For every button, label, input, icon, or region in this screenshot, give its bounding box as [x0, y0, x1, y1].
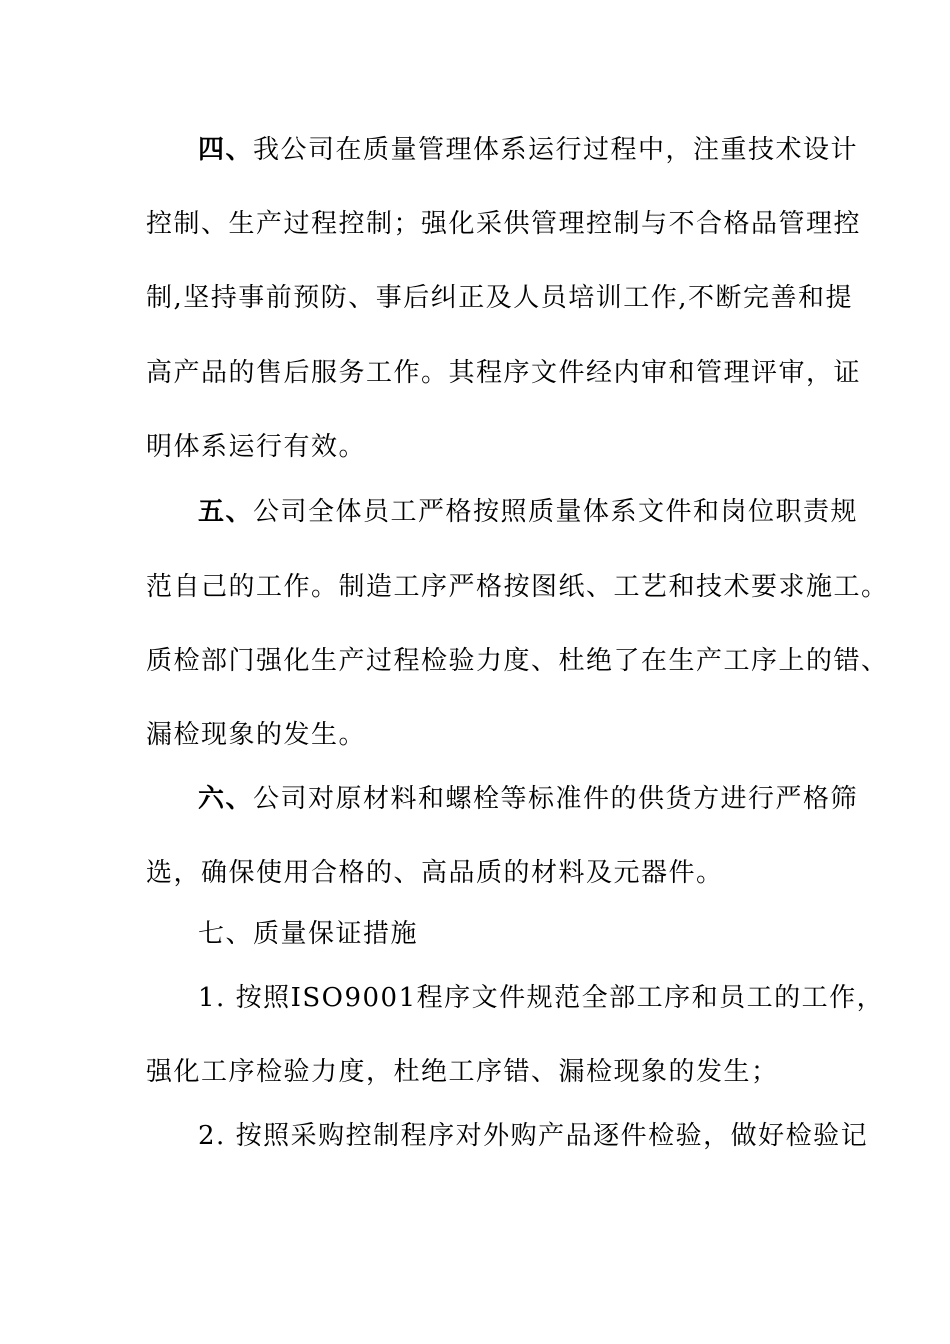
section-7-item-1-line-2: 强化工序检验力度，杜绝工序错、漏检现象的发生； [146, 1057, 779, 1087]
section-7-item-1-line-1: 1. 按照ISO9001程序文件规范全部工序和员工的工作， [198, 983, 885, 1013]
section-6-heading: 六、 [198, 784, 254, 814]
section-4-heading: 四、 [198, 135, 254, 165]
section-5-line-4: 漏检现象的发生。 [146, 720, 367, 750]
section-6-line-2: 选，确保使用合格的、高品质的材料及元器件。 [146, 858, 724, 888]
section-6-line-1: 六、公司对原材料和螺栓等标准件的供货方进行严格筛 [198, 784, 859, 814]
section-5-line-1: 五、公司全体员工严格按照质量体系文件和岗位职责规 [198, 497, 859, 527]
section-4-line-5: 明体系运行有效。 [146, 432, 367, 462]
section-5-line-3: 质检部门强化生产过程检验力度、杜绝了在生产工序上的错、 [146, 646, 889, 676]
section-5-line-2: 范自己的工作。制造工序严格按图纸、工艺和技术要求施工。 [146, 572, 889, 602]
section-7-item-2-line-1: 2. 按照采购控制程序对外购产品逐件检验，做好检验记 [198, 1121, 869, 1151]
section-5-heading: 五、 [198, 497, 254, 527]
section-4-line-1: 四、我公司在质量管理体系运行过程中，注重技术设计 [198, 135, 859, 165]
section-4-line-4: 高产品的售后服务工作。其程序文件经内审和管理评审，证 [146, 358, 862, 388]
section-7-title: 七、质量保证措施 [198, 919, 419, 949]
section-4-line-3: 制,坚持事前预防、事后纠正及人员培训工作,不断完善和提 [146, 283, 854, 313]
section-4-line-2: 控制、生产过程控制；强化采供管理控制与不合格品管理控 [146, 209, 862, 239]
